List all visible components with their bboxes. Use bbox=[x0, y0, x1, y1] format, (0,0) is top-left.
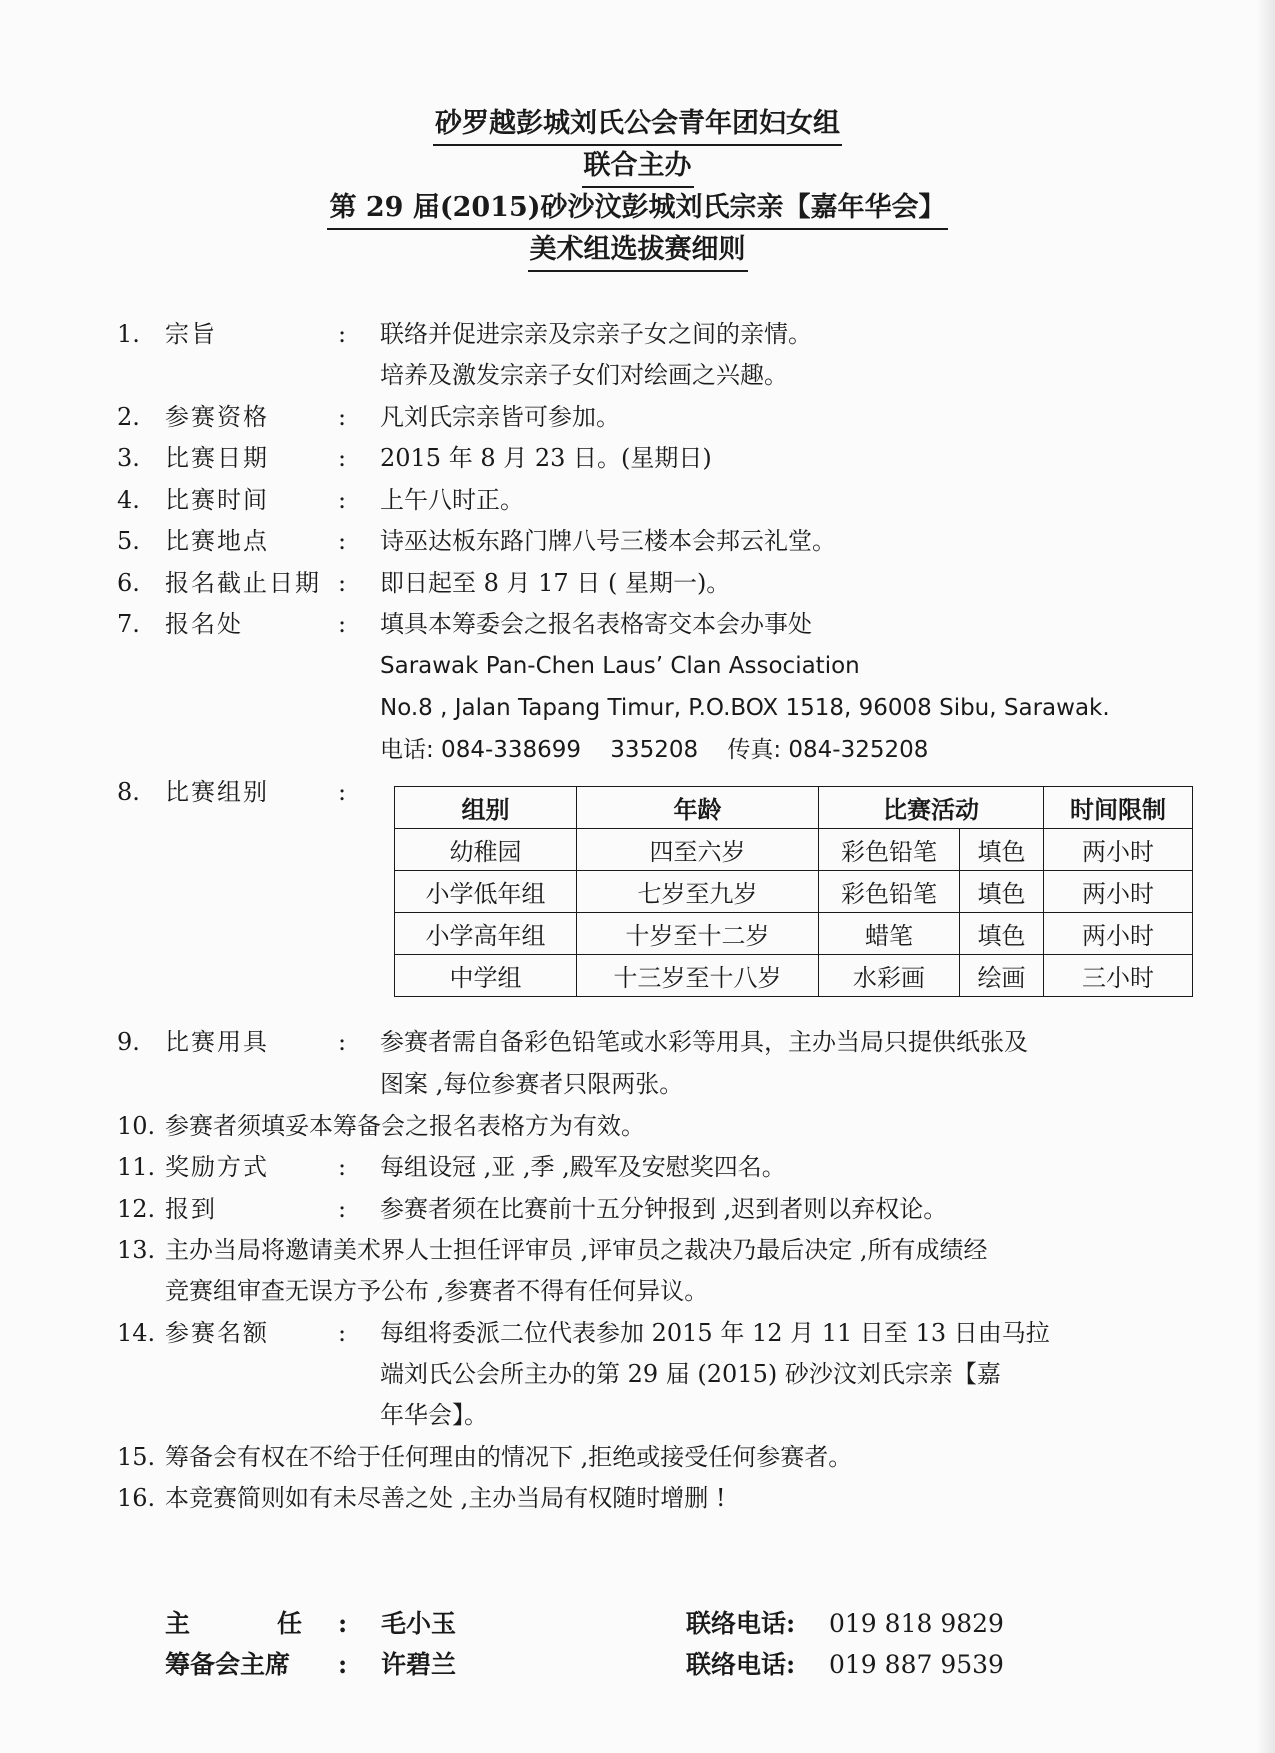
table-cell: 两小时 bbox=[1044, 871, 1193, 913]
table-cell: 两小时 bbox=[1044, 829, 1193, 871]
table-cell: 彩色铅笔 bbox=[819, 871, 960, 913]
table-cell: 幼稚园 bbox=[395, 829, 577, 871]
table-cell: 小学高年组 bbox=[395, 913, 577, 955]
title-organizer: 砂罗越彭城刘氏公会青年团妇女组 bbox=[0, 106, 1275, 146]
table-row bbox=[395, 913, 1193, 955]
table-cell: 两小时 bbox=[1044, 913, 1193, 955]
title-event: 第 29 届(2015)砂沙汶彭城刘氏宗亲【嘉年华会】 bbox=[0, 190, 1275, 230]
table-header: 组别 bbox=[395, 787, 577, 829]
table-cell: 填色 bbox=[960, 913, 1044, 955]
table-row bbox=[395, 955, 1193, 997]
document-page: 砂罗越彭城刘氏公会青年团妇女组 联合主办 第 29 届(2015)砂沙汶彭城刘氏宗亲【嘉年华会】 美术组选拔赛细则 1. 宗旨 : 联络并促进宗亲及宗亲子女之间的亲情。 培养及激发宗亲子女们对绘画之兴趣。 2. 参赛资格 : 凡刘氏宗亲皆可参加。 3. 比赛日期 : 2015 年 8 月 23 日。(星期日) 4. 比赛时间 : 上午八时正。 5. 比赛地点 : 诗巫达板东路门牌八号三楼本会邦云礼堂。 6. 报名截止日期 : 即日起至 8 月 17 日 ( 星期一)。 7. 报名处 : 填具本筹委会之报名表格寄交本会办事处 Sarawak Pan-Chen Laus’ Clan Association No.8 , Jalan Tapang Timur, P.O.BOX 1518, 96008 Sibu, Sarawak. 电话: 084-338699 335208 传真: 084-325208 8. 比赛组别 : 组别 年龄 比赛活动 时间限制 幼稚园 四至六岁 彩色铅笔 填色 两小时 小学低年组 七岁至九岁 彩色铅笔 填色 两小时 小学高年组 十岁至十二岁 蜡笔 填色 两小时 中学组 十三岁至十八岁 水彩画 绘画 三小时 9. 比赛用具 : 参赛者需自备彩色铅笔或水彩等用具，主办当局只提供纸张及 图案 ,每位参赛者只限两张。 10. 参赛者须填妥本筹备会之报名表格方为有效。 11. 奖励方式 : 每组设冠 ,亚 ,季 ,殿军及安慰奖四名。 12. 报到 : 参赛者须在比赛前十五分钟报到 ,迟到者则以弃权论。 13. 主办当局将邀请美术界人士担任评审员 ,评审员之裁决乃最后决定 ,所有成绩经 竞赛组审查无误方予公布 ,参赛者不得有任何异议。 14. 参赛名额 : 每组将委派二位代表参加 2015 年 12 月 11 日至 13 日由马拉 端刘氏公会所主办的第 29 届 (2015) 砂沙汶刘氏宗亲【嘉 年华会】。 15. 筹备会有权在不给于任何理由的情况下 ,拒绝或接受任何参赛者。 16. 本竞赛简则如有未尽善之处 ,主办当局有权随时增删 ! 主 任 : 毛小玉 联络电话: 019 818 9829 筹备会主席 : 许碧兰 联络电话: 019 887 9539 bbox=[0, 0, 1275, 1753]
title-co-host: 联合主办 bbox=[0, 148, 1275, 188]
group-table bbox=[394, 786, 1193, 997]
table-cell: 十三岁至十八岁 bbox=[577, 955, 819, 997]
table-cell: 十岁至十二岁 bbox=[577, 913, 819, 955]
table-cell: 四至六岁 bbox=[577, 829, 819, 871]
table-cell: 填色 bbox=[960, 829, 1044, 871]
table-header: 年龄 bbox=[577, 787, 819, 829]
table-header-row bbox=[395, 787, 1193, 829]
table-cell: 蜡笔 bbox=[819, 913, 960, 955]
table-cell: 绘画 bbox=[960, 955, 1044, 997]
table-cell: 中学组 bbox=[395, 955, 577, 997]
table-cell: 小学低年组 bbox=[395, 871, 577, 913]
table-cell: 彩色铅笔 bbox=[819, 829, 960, 871]
table-row bbox=[395, 871, 1193, 913]
table-row bbox=[395, 829, 1193, 871]
table-cell: 七岁至九岁 bbox=[577, 871, 819, 913]
table-header: 比赛活动 bbox=[819, 787, 1044, 829]
table-cell: 三小时 bbox=[1044, 955, 1193, 997]
table-cell: 水彩画 bbox=[819, 955, 960, 997]
table-cell: 填色 bbox=[960, 871, 1044, 913]
table-header: 时间限制 bbox=[1044, 787, 1193, 829]
title-rules: 美术组选拔赛细则 bbox=[0, 232, 1275, 272]
